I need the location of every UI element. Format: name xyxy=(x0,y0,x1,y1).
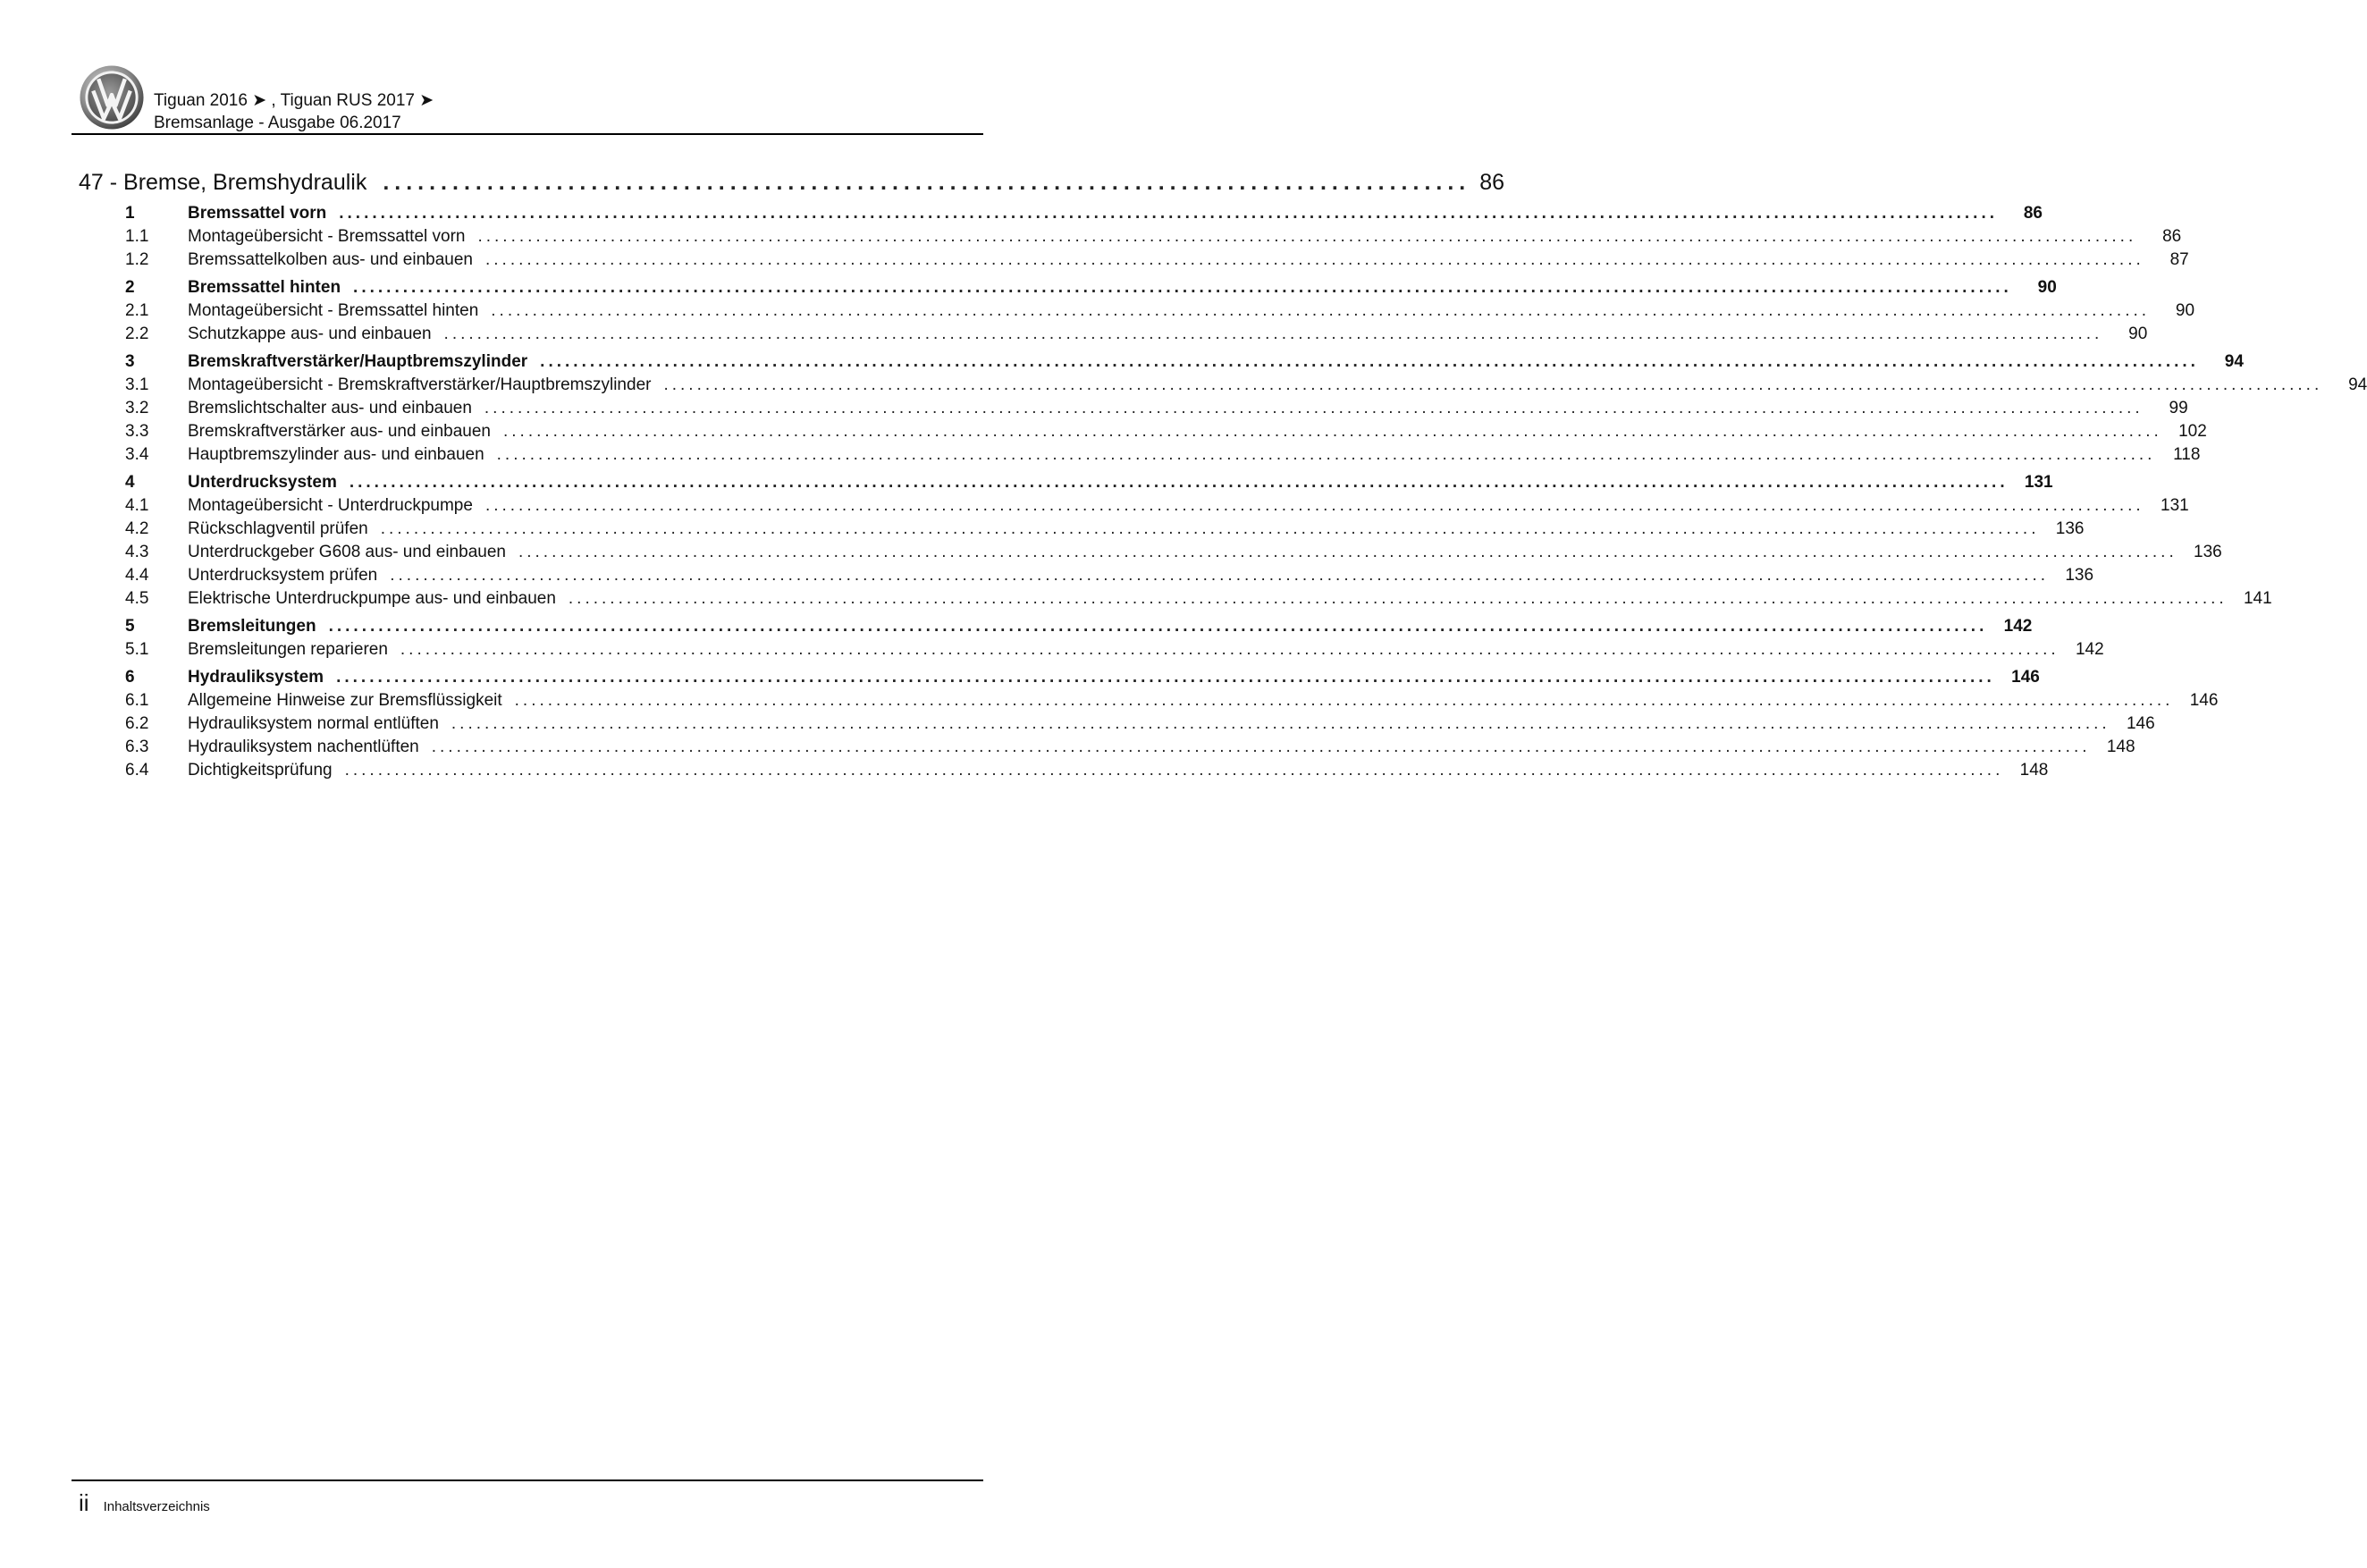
toc-entry-title: Bremsleitungen reparieren xyxy=(188,640,388,659)
toc-entry-page: 94 xyxy=(2348,375,2367,394)
toc-entry-page: 141 xyxy=(2243,589,2272,608)
dot-leader: ........................................................................................................................................................................................................ xyxy=(484,496,2144,515)
dot-leader: ........................................................................................................................................................................................................ xyxy=(336,668,1995,687)
toc-entry-title: Allgemeine Hinweise zur Bremsflüssigkeit xyxy=(188,691,502,710)
toc-entry-number: 4.2 xyxy=(125,519,149,538)
dot-leader: ........................................................................................................................................................................................................ xyxy=(353,278,2012,297)
toc-entry-title: Bremskraftverstärker aus- und einbauen xyxy=(188,422,491,441)
toc-entry-title: Bremskraftverstärker/Hauptbremszylinder xyxy=(188,352,528,371)
toc-entry-page: 90 xyxy=(2037,278,2057,297)
toc-entry-number: 2 xyxy=(125,278,135,297)
toc-entry-number: 3 xyxy=(125,352,135,371)
toc-entry-number: 3.3 xyxy=(125,422,149,441)
toc-entry-page: 146 xyxy=(2189,691,2219,710)
toc-subsection[interactable] xyxy=(79,325,2148,348)
toc-entry-page: 118 xyxy=(2173,445,2201,464)
toc-entry-title: Hydrauliksystem nachentlüften xyxy=(188,738,419,756)
toc-subsection[interactable] xyxy=(79,543,2222,566)
toc-entry-title: Bremssattelkolben aus- und einbauen xyxy=(188,250,473,269)
toc-chapter[interactable] xyxy=(79,170,1505,204)
toc-subsection[interactable] xyxy=(79,375,2367,399)
dot-leader: ........................................................................................................................................................................................................ xyxy=(431,738,2091,756)
toc-entry-page: 99 xyxy=(2169,399,2188,417)
toc-subsection[interactable] xyxy=(79,250,2189,274)
toc-subsection[interactable] xyxy=(79,445,2201,468)
toc-entry-number: 4 xyxy=(125,473,135,492)
toc-entry-number: 4.3 xyxy=(125,543,149,561)
toc-entry-page: 131 xyxy=(2024,473,2053,492)
toc-entry-number: 3.4 xyxy=(125,445,149,464)
toc-entry-title: Montageübersicht - Unterdruckpumpe xyxy=(188,496,473,515)
toc-entry-title: Bremssattel hinten xyxy=(188,278,341,297)
toc-entry-title: Montageübersicht - Bremssattel vorn xyxy=(188,227,466,246)
table-of-contents xyxy=(79,170,2367,784)
toc-subsection[interactable] xyxy=(79,566,2094,589)
dot-leader: ........................................................................................................................................................................................................ xyxy=(339,204,1998,223)
toc-entry-number: 3.1 xyxy=(125,375,149,394)
toc-entry-page: 136 xyxy=(2055,519,2085,538)
toc-entry-title: Unterdrucksystem prüfen xyxy=(188,566,378,585)
toc-subsection[interactable] xyxy=(79,496,2189,519)
toc-entry-title: Bremslichtschalter aus- und einbauen xyxy=(188,399,472,417)
toc-entry-page: 131 xyxy=(2161,496,2189,515)
page-footer xyxy=(79,1489,210,1517)
toc-entry-page: 146 xyxy=(2126,714,2155,733)
toc-entry-page: 90 xyxy=(2175,301,2195,320)
header-title xyxy=(154,89,434,134)
toc-section[interactable] xyxy=(79,473,2053,496)
toc-subsection[interactable] xyxy=(79,640,2104,663)
toc-entries xyxy=(79,204,2367,784)
footer-label: Inhaltsverzeichnis xyxy=(103,1499,210,1514)
chapter-title: 47 - Bremse, Bremshydraulik xyxy=(79,170,367,195)
header-divider xyxy=(72,133,983,135)
toc-section[interactable] xyxy=(79,668,2040,691)
toc-entry-title: Rückschlagventil prüfen xyxy=(188,519,368,538)
toc-entry-page: 146 xyxy=(2011,668,2040,687)
dot-leader: ........................................................................................................................................................................................................ xyxy=(503,422,2162,441)
toc-entry-number: 6.2 xyxy=(125,714,149,733)
toc-entry-page: 142 xyxy=(2075,640,2104,659)
dot-leader: ........................................................................................................................................................................................................ xyxy=(390,566,2050,585)
toc-entry-number: 6 xyxy=(125,668,135,687)
toc-entry-title: Unterdruckgeber G608 aus- und einbauen xyxy=(188,543,506,561)
toc-entry-title: Dichtigkeitsprüfung xyxy=(188,761,333,780)
dot-leader: ........................................................................................................................................................................................................ xyxy=(328,617,1988,636)
toc-entry-title: Montageübersicht - Bremssattel hinten xyxy=(188,301,479,320)
dot-leader: ........................................................................................................................................................................................................ xyxy=(400,640,2060,659)
toc-entry-number: 1.1 xyxy=(125,227,149,246)
toc-entry-title: Schutzkappe aus- und einbauen xyxy=(188,325,432,343)
dot-leader: ........................................................................................................................................................................................................ xyxy=(443,325,2103,343)
toc-entry-page: 142 xyxy=(2003,617,2033,636)
dot-leader: ........................................................................................................................................................................................................ xyxy=(477,227,2137,246)
dot-leader: ........................................................................................................................................................................................................ xyxy=(496,445,2156,464)
toc-entry-title: Bremsleitungen xyxy=(188,617,316,636)
toc-entry-page: 86 xyxy=(2023,204,2043,223)
dot-leader: ........................................................................................................................................................................................................ xyxy=(344,761,2004,780)
toc-entry-number: 3.2 xyxy=(125,399,149,417)
toc-entry-number: 5 xyxy=(125,617,135,636)
toc-entry-page: 90 xyxy=(2128,325,2148,343)
toc-entry-page: 148 xyxy=(2019,761,2049,780)
toc-entry-page: 86 xyxy=(2162,227,2182,246)
dot-leader: ........................................................................................................................................................................................................ xyxy=(568,589,2228,608)
toc-entry-title: Bremssattel vorn xyxy=(188,204,327,223)
toc-subsection[interactable] xyxy=(79,519,2085,543)
dot-leader: .............................................................................................. xyxy=(383,170,1471,195)
toc-subsection[interactable] xyxy=(79,589,2272,612)
toc-entry-number: 4.1 xyxy=(125,496,149,515)
toc-subsection[interactable] xyxy=(79,227,2182,250)
header-edition: Bremsanlage - Ausgabe 06.2017 xyxy=(154,114,401,132)
chapter-page: 86 xyxy=(1479,170,1505,195)
dot-leader: ........................................................................................................................................................................................................ xyxy=(491,301,2151,320)
dot-leader: ........................................................................................................................................................................................................ xyxy=(451,714,2110,733)
footer-divider xyxy=(72,1479,983,1481)
dot-leader: ........................................................................................................................................................................................................ xyxy=(349,473,2009,492)
toc-subsection[interactable] xyxy=(79,691,2219,714)
toc-entry-title: Hydrauliksystem xyxy=(188,668,324,687)
toc-entry-page: 87 xyxy=(2169,250,2189,269)
toc-entry-title: Montageübersicht - Bremskraftverstärker/Hauptbremszylinder xyxy=(188,375,652,394)
dot-leader: ........................................................................................................................................................................................................ xyxy=(484,250,2144,269)
dot-leader: ........................................................................................................................................................................................................ xyxy=(663,375,2323,394)
vw-logo-icon xyxy=(79,64,145,131)
toc-entry-number: 2.1 xyxy=(125,301,149,320)
toc-subsection[interactable] xyxy=(79,301,2195,325)
dot-leader: ........................................................................................................................................................................................................ xyxy=(514,691,2174,710)
toc-subsection[interactable] xyxy=(79,761,2049,784)
toc-entry-number: 4.5 xyxy=(125,589,149,608)
page-number: ii xyxy=(79,1489,89,1516)
toc-entry-title: Hauptbremszylinder aus- und einbauen xyxy=(188,445,484,464)
toc-entry-title: Elektrische Unterdruckpumpe aus- und einbauen xyxy=(188,589,556,608)
page-header xyxy=(79,64,983,134)
toc-entry-page: 136 xyxy=(2065,566,2094,585)
dot-leader: ........................................................................................................................................................................................................ xyxy=(518,543,2177,561)
toc-entry-number: 6.1 xyxy=(125,691,149,710)
toc-subsection[interactable] xyxy=(79,399,2188,422)
toc-subsection[interactable] xyxy=(79,714,2155,738)
toc-section[interactable] xyxy=(79,278,2057,301)
dot-leader: ........................................................................................................................................................................................................ xyxy=(540,352,2199,371)
toc-entry-number: 1.2 xyxy=(125,250,149,269)
dot-leader: ........................................................................................................................................................................................................ xyxy=(484,399,2144,417)
toc-entry-number: 6.3 xyxy=(125,738,149,756)
toc-entry-number: 5.1 xyxy=(125,640,149,659)
toc-entry-title: Unterdrucksystem xyxy=(188,473,337,492)
toc-entry-page: 102 xyxy=(2178,422,2207,441)
toc-entry-number: 2.2 xyxy=(125,325,149,343)
header-vehicle: Tiguan 2016 ➤ , Tiguan RUS 2017 ➤ xyxy=(154,91,434,110)
dot-leader: ........................................................................................................................................................................................................ xyxy=(380,519,2040,538)
toc-entry-title: Hydrauliksystem normal entlüften xyxy=(188,714,439,733)
toc-entry-page: 94 xyxy=(2224,352,2244,371)
toc-section[interactable] xyxy=(79,352,2244,375)
toc-subsection[interactable] xyxy=(79,738,2135,761)
toc-section[interactable] xyxy=(79,617,2033,640)
toc-entry-page: 136 xyxy=(2194,543,2222,561)
toc-entry-number: 4.4 xyxy=(125,566,149,585)
toc-subsection[interactable] xyxy=(79,422,2207,445)
toc-section[interactable] xyxy=(79,204,2043,227)
toc-entry-number: 6.4 xyxy=(125,761,149,780)
toc-entry-number: 1 xyxy=(125,204,135,223)
toc-entry-page: 148 xyxy=(2106,738,2135,756)
